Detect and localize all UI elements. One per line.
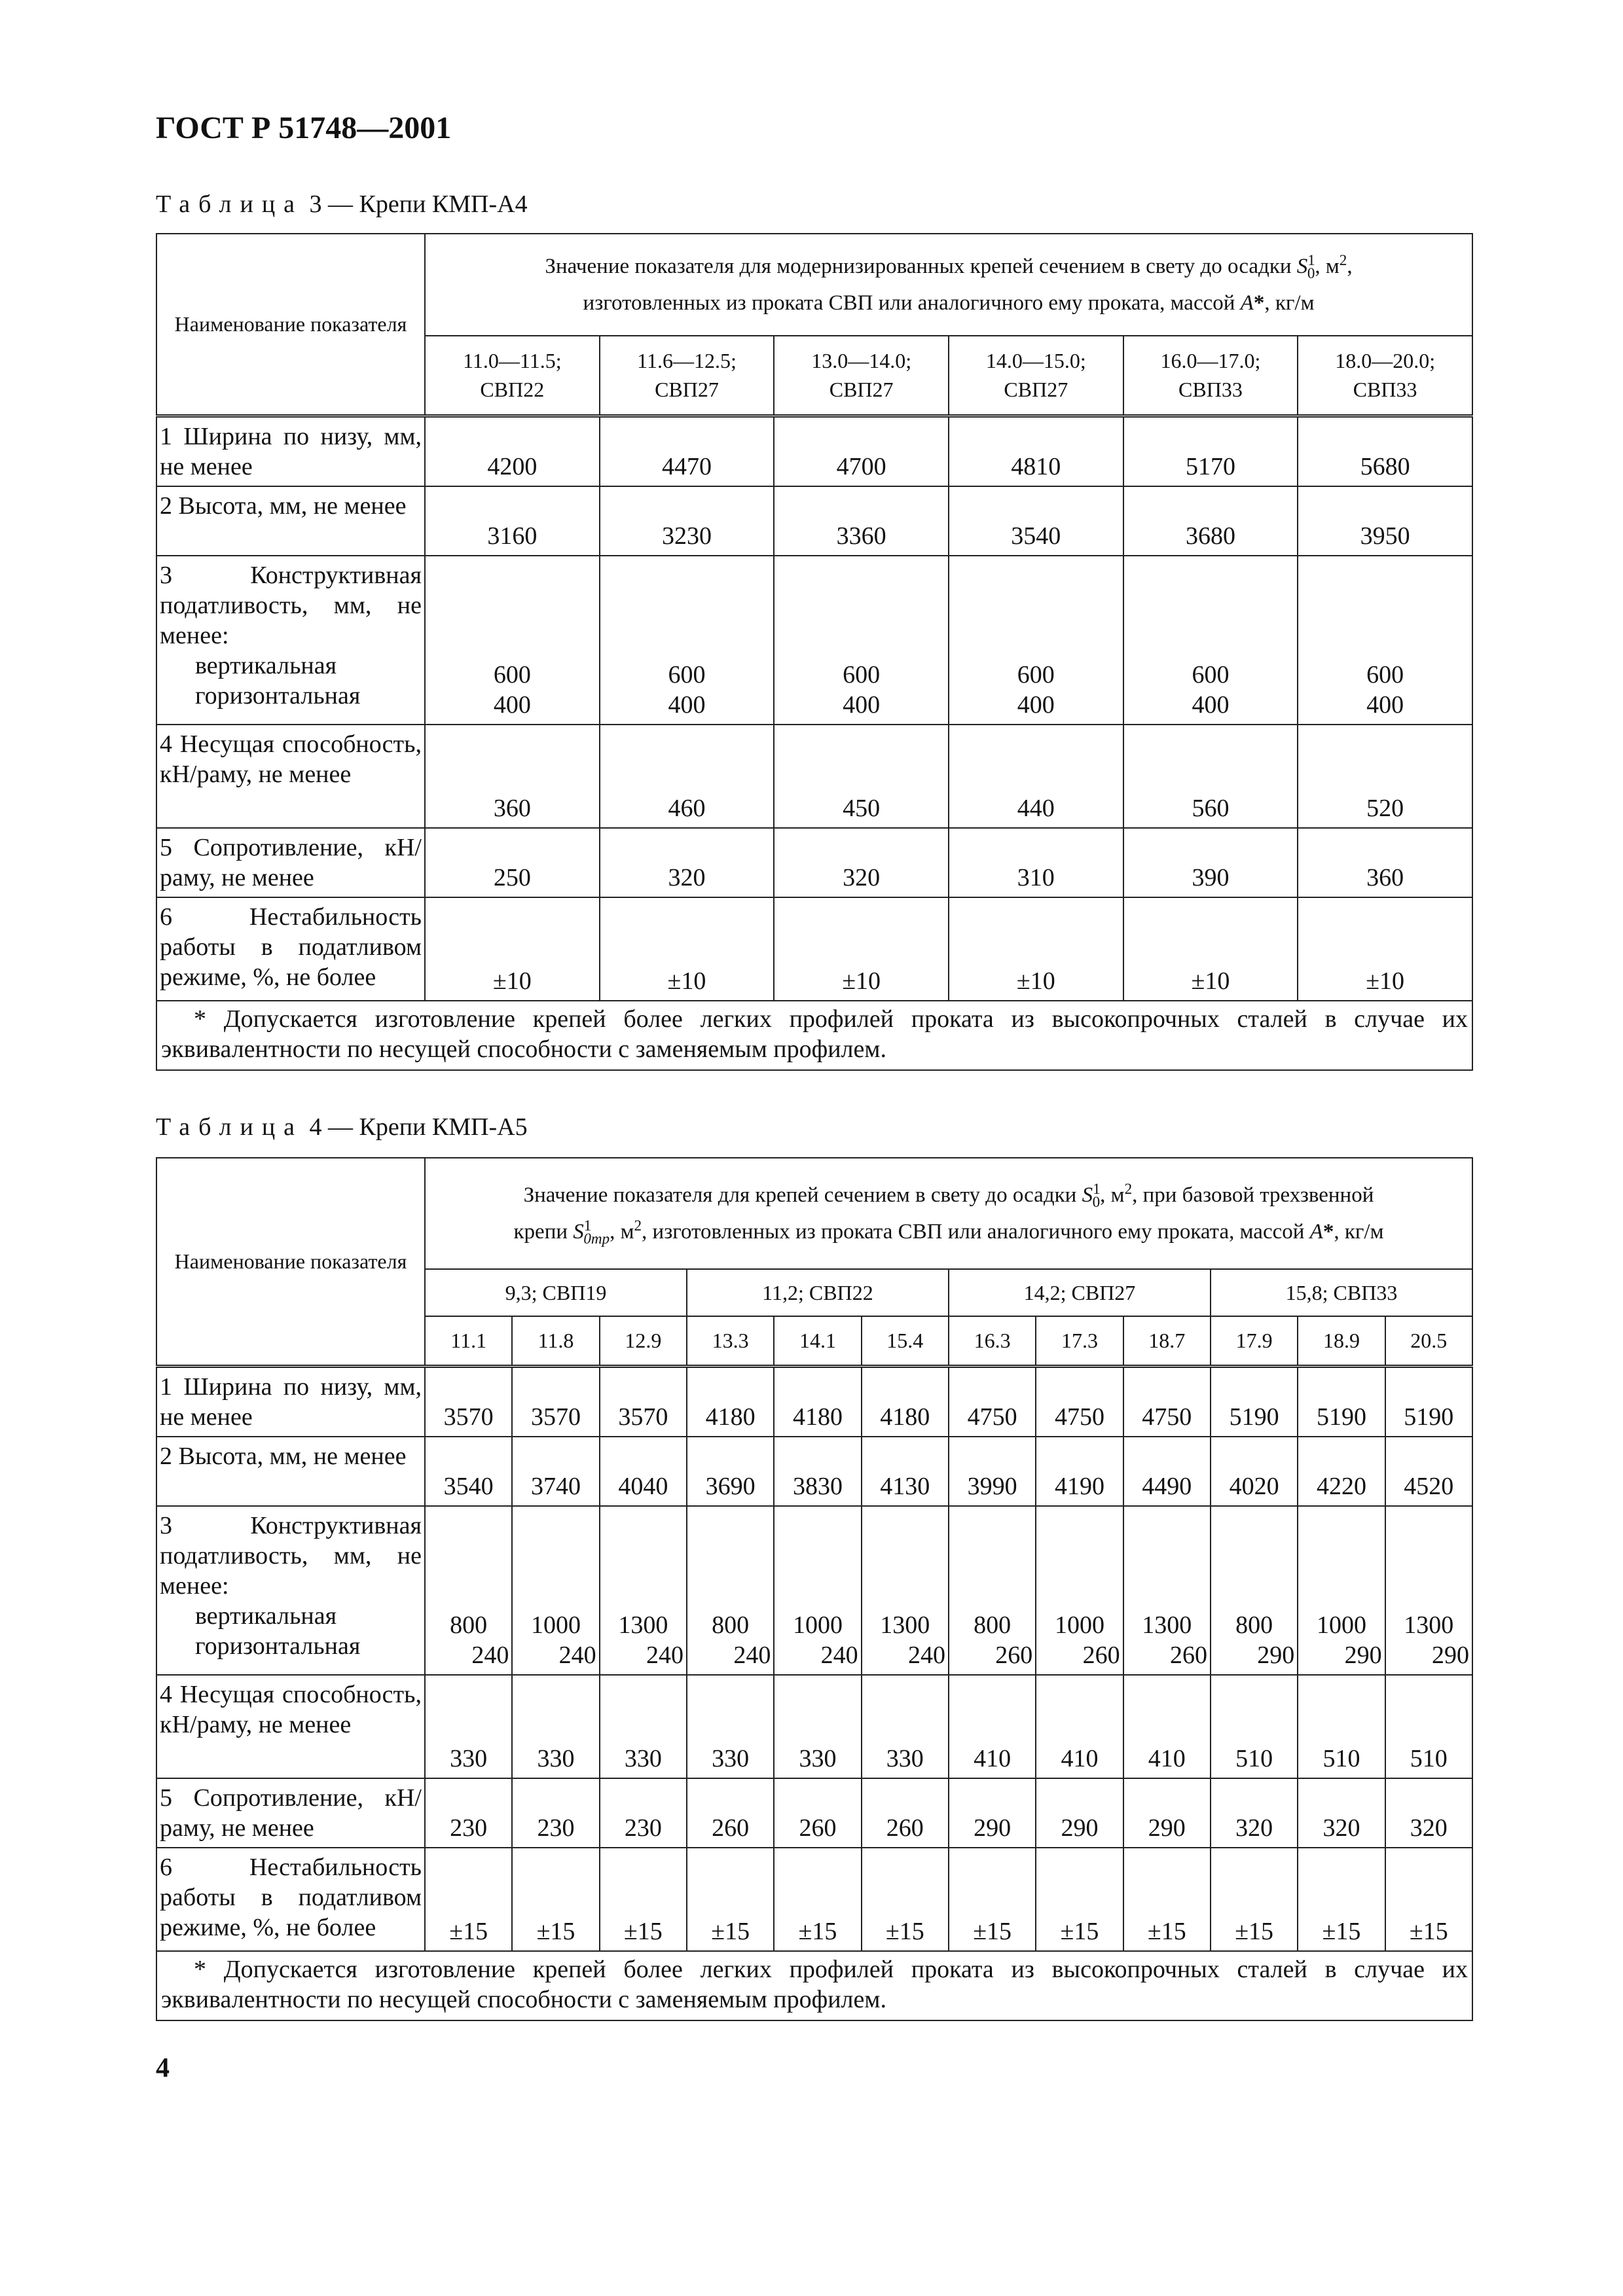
table4-value-cell: 4180 xyxy=(862,1366,949,1437)
table4-value-horizontal: 260 xyxy=(1082,1641,1120,1669)
table3-row xyxy=(156,486,1472,556)
table4-value-cell: 4180 xyxy=(687,1366,774,1437)
table3-value-vertical: 600 xyxy=(1192,660,1230,689)
table4-value-cell: 320 xyxy=(1211,1778,1298,1848)
table4-row-label: 4 Несущая способность, кН/раму, не менее xyxy=(160,1680,422,1738)
table4-subcolumn-header: 13.3 xyxy=(687,1316,774,1366)
table4-row xyxy=(156,1506,1472,1675)
table3-row xyxy=(156,828,1472,897)
table4-value-vertical: 1000 xyxy=(1316,1611,1366,1639)
table4-value-horizontal: 240 xyxy=(820,1641,858,1669)
table4-value-cell xyxy=(1036,1506,1123,1675)
table4-value-cell: 330 xyxy=(425,1675,512,1778)
table3-value-cell: 460 xyxy=(600,725,775,828)
table4-footnote-text: * Допускается изготовление крепей более легких профилей проката из высокопрочных сталей в случае их эквивалентности по несущей способности с заменяемым профилем. xyxy=(161,1955,1468,2013)
table4-value-vertical: 1000 xyxy=(792,1611,843,1639)
table3-column-range: 11.0—11.5; xyxy=(463,349,562,373)
table3-footnote-text: * Допускается изготовление крепей более легких профилей проката из высокопрочных сталей в случае их эквивалентности по несущей способности с заменяемым профилем. xyxy=(161,1005,1468,1063)
table4-subcolumn-header: 16.3 xyxy=(949,1316,1036,1366)
table4-row-name xyxy=(156,1366,425,1437)
table3-column-range: 14.0—15.0; xyxy=(985,349,1086,373)
table4-value-cell: 4180 xyxy=(774,1366,861,1437)
table4-value-cell: 4520 xyxy=(1385,1437,1472,1506)
table3-value-horizontal: 400 xyxy=(1192,691,1230,719)
table4-value-horizontal: 260 xyxy=(995,1641,1033,1669)
table4-value-vertical: 1300 xyxy=(880,1611,930,1639)
table3-column-profile: СВП33 xyxy=(1353,378,1417,402)
table3-row-sublabel-horizontal: горизонтальная xyxy=(195,681,361,709)
table3-row-name xyxy=(156,416,425,486)
table4-value-cell: 4750 xyxy=(949,1366,1036,1437)
table3-row-label: 6 Нестабильность работы в податливом режиме, %, не более xyxy=(160,903,422,991)
table4-value-cell: 330 xyxy=(512,1675,599,1778)
table4-value-cell: ±15 xyxy=(949,1848,1036,1951)
table4-value-horizontal: 240 xyxy=(907,1641,945,1669)
table3-column-range: 16.0—17.0; xyxy=(1160,349,1261,373)
table4-subcolumn-header: 15.4 xyxy=(862,1316,949,1366)
table4-caption xyxy=(156,1113,528,1141)
table3-value-cell: 3950 xyxy=(1298,486,1472,556)
table3-value-cell: 390 xyxy=(1123,828,1298,897)
table3-row-label: 4 Несущая способность, кН/раму, не менее xyxy=(160,730,422,788)
table4-value-cell: 5190 xyxy=(1298,1366,1385,1437)
table4-value-cell: 3690 xyxy=(687,1437,774,1506)
table4-row-name xyxy=(156,1437,425,1506)
table3-caption-word: Таблица xyxy=(156,190,304,218)
table4-value-cell: ±15 xyxy=(1211,1848,1298,1951)
table4-value-horizontal: 240 xyxy=(471,1641,509,1669)
table3-value-cell xyxy=(774,556,949,725)
table4-value-cell: 290 xyxy=(1036,1778,1123,1848)
table3-group-header xyxy=(425,234,1472,336)
table3-value-vertical: 600 xyxy=(493,660,531,689)
table3-value-cell: 320 xyxy=(774,828,949,897)
table3-value-cell: 4200 xyxy=(425,416,600,486)
table4-name-header: Наименование показателя xyxy=(156,1158,425,1366)
table4-value-horizontal: 260 xyxy=(1169,1641,1207,1669)
table3-row-label: 1 Ширина по низу, мм, не менее xyxy=(160,422,422,480)
table4-group-header-cell: 15,8; СВП33 xyxy=(1211,1269,1472,1316)
table3-column-range: 18.0—20.0; xyxy=(1335,349,1436,373)
table3-column-profile: СВП27 xyxy=(655,378,719,402)
table3-value-cell: ±10 xyxy=(425,897,600,1001)
table4-value-cell: 510 xyxy=(1298,1675,1385,1778)
table3-column-header xyxy=(1123,336,1298,416)
table4-value-cell: 320 xyxy=(1385,1778,1472,1848)
table4-value-cell: 290 xyxy=(1123,1778,1211,1848)
table4-row xyxy=(156,1778,1472,1848)
table4-value-cell: 4190 xyxy=(1036,1437,1123,1506)
table4-row xyxy=(156,1366,1472,1437)
table4-value-cell xyxy=(687,1506,774,1675)
table4-group-header-line2: крепи $S^1_{0тр}$, $м^2$, изготовленных из проката СВП или аналогичного ему проката, массой A*, кг/м xyxy=(513,1217,1384,1247)
table4-row-name xyxy=(156,1848,425,1951)
table4-value-cell: 410 xyxy=(1123,1675,1211,1778)
table4-row xyxy=(156,1848,1472,1951)
table3-value-cell: 4810 xyxy=(949,416,1123,486)
table4-value-cell: 330 xyxy=(774,1675,861,1778)
table3-row-name xyxy=(156,897,425,1001)
table3-value-cell: 5680 xyxy=(1298,416,1472,486)
table4-value-cell: 290 xyxy=(949,1778,1036,1848)
table4-row-sublabel-horizontal: горизонтальная xyxy=(195,1632,361,1660)
table3-row xyxy=(156,725,1472,828)
table3 xyxy=(156,233,1473,1071)
table3-caption xyxy=(156,190,528,219)
table3-value-cell: ±10 xyxy=(774,897,949,1001)
table4-value-vertical: 800 xyxy=(974,1611,1012,1639)
table4-value-cell: 4040 xyxy=(600,1437,687,1506)
table3-row-name xyxy=(156,486,425,556)
page-number: 4 xyxy=(156,2053,170,2083)
table4-value-cell: 4020 xyxy=(1211,1437,1298,1506)
table4-row-label: 1 Ширина по низу, мм, не менее xyxy=(160,1372,422,1431)
table3-value-cell: 360 xyxy=(1298,828,1472,897)
table4-value-cell: ±15 xyxy=(774,1848,861,1951)
table3-value-cell: 320 xyxy=(600,828,775,897)
table3-column-header xyxy=(774,336,949,416)
table4-value-cell: 230 xyxy=(425,1778,512,1848)
table4-value-cell xyxy=(1385,1506,1472,1675)
table3-value-horizontal: 400 xyxy=(493,691,531,719)
table3-row xyxy=(156,897,1472,1001)
table4-value-cell: 260 xyxy=(774,1778,861,1848)
table4-subcolumn-header: 17.9 xyxy=(1211,1316,1298,1366)
table4-subcolumn-header: 20.5 xyxy=(1385,1316,1472,1366)
table4-row xyxy=(156,1675,1472,1778)
table3-value-cell: 3230 xyxy=(600,486,775,556)
table3-value-cell xyxy=(1123,556,1298,725)
table4-value-vertical: 1000 xyxy=(530,1611,581,1639)
table3-value-cell: 3540 xyxy=(949,486,1123,556)
table4-group-header-cell: 11,2; СВП22 xyxy=(687,1269,949,1316)
table3-value-cell xyxy=(949,556,1123,725)
table3-value-cell: 440 xyxy=(949,725,1123,828)
table4-row-name xyxy=(156,1675,425,1778)
table4-value-horizontal: 240 xyxy=(733,1641,771,1669)
table4-value-cell: ±15 xyxy=(425,1848,512,1951)
table4-value-cell: 3570 xyxy=(425,1366,512,1437)
table4-value-vertical: 800 xyxy=(450,1611,488,1639)
table4-value-horizontal: 240 xyxy=(646,1641,684,1669)
table4-row-name xyxy=(156,1778,425,1848)
table4 xyxy=(156,1157,1473,2021)
table3-value-cell: 3160 xyxy=(425,486,600,556)
table3-row-name xyxy=(156,828,425,897)
table4-value-cell xyxy=(512,1506,599,1675)
table4-value-cell: 410 xyxy=(1036,1675,1123,1778)
table4-caption-title: 4 — Крепи КМП-А5 xyxy=(309,1113,528,1141)
table4-row-name xyxy=(156,1506,425,1675)
table3-value-cell: 4470 xyxy=(600,416,775,486)
table4-value-cell xyxy=(1298,1506,1385,1675)
table4-value-cell: 3570 xyxy=(600,1366,687,1437)
table3-value-cell: 3680 xyxy=(1123,486,1298,556)
table3-value-cell: 560 xyxy=(1123,725,1298,828)
table3-value-vertical: 600 xyxy=(668,660,706,689)
table4-subcolumn-header: 12.9 xyxy=(600,1316,687,1366)
table4-value-cell: 4130 xyxy=(862,1437,949,1506)
table4-value-cell xyxy=(1211,1506,1298,1675)
table4-value-cell: 330 xyxy=(862,1675,949,1778)
table3-value-cell: 3360 xyxy=(774,486,949,556)
table4-value-cell xyxy=(949,1506,1036,1675)
table3-row-label: 5 Сопротивление, кН/раму, не менее xyxy=(160,833,422,891)
document-code: ГОСТ Р 51748—2001 xyxy=(156,111,452,145)
table3-group-header-line1: Значение показателя для модернизированных крепей сечением в свету до осадки $S^1_0$, $м^2$, xyxy=(545,251,1353,281)
table4-value-cell: ±15 xyxy=(1385,1848,1472,1951)
table3-column-profile: СВП27 xyxy=(1004,378,1068,402)
table4-value-cell: ±15 xyxy=(512,1848,599,1951)
table3-column-range: 11.6—12.5; xyxy=(637,349,737,373)
table4-value-cell xyxy=(774,1506,861,1675)
table3-value-cell: 4700 xyxy=(774,416,949,486)
table3-value-cell: 450 xyxy=(774,725,949,828)
table3-value-horizontal: 400 xyxy=(668,691,706,719)
table4-footnote xyxy=(156,1951,1472,2020)
table4-subcolumn-header: 11.8 xyxy=(512,1316,599,1366)
table4-value-vertical: 1000 xyxy=(1054,1611,1104,1639)
table4-value-cell: 3990 xyxy=(949,1437,1036,1506)
table4-row-label: 5 Сопротивление, кН/раму, не менее xyxy=(160,1784,422,1842)
table4-value-cell: 410 xyxy=(949,1675,1036,1778)
table3-footnote xyxy=(156,1001,1472,1070)
table4-value-cell: 3830 xyxy=(774,1437,861,1506)
table4-row-label: 2 Высота, мм, не менее xyxy=(160,1442,407,1470)
table3-row xyxy=(156,416,1472,486)
table4-value-cell: 320 xyxy=(1298,1778,1385,1848)
table3-value-horizontal: 400 xyxy=(1366,691,1404,719)
table3-column-header xyxy=(600,336,775,416)
table4-value-cell xyxy=(1123,1506,1211,1675)
table3-value-cell: ±10 xyxy=(600,897,775,1001)
table4-value-cell: ±15 xyxy=(1298,1848,1385,1951)
table3-column-profile: СВП27 xyxy=(829,378,894,402)
table3-name-header: Наименование показателя xyxy=(156,234,425,416)
table4-value-cell: ±15 xyxy=(1036,1848,1123,1951)
table3-value-vertical: 600 xyxy=(1366,660,1404,689)
table4-group-header xyxy=(425,1158,1472,1269)
table4-value-cell: 4750 xyxy=(1123,1366,1211,1437)
table4-value-horizontal: 290 xyxy=(1432,1641,1469,1669)
table4-subcolumn-header: 17.3 xyxy=(1036,1316,1123,1366)
table3-column-profile: СВП22 xyxy=(480,378,545,402)
table4-value-horizontal: 240 xyxy=(558,1641,596,1669)
table4-value-vertical: 1300 xyxy=(1142,1611,1192,1639)
table4-group-header-line1: Значение показателя для крепей сечением в свету до осадки $S^1_0$, $м^2$, при базовой трехзвенной xyxy=(523,1180,1374,1210)
table3-value-cell: 5170 xyxy=(1123,416,1298,486)
table3-value-cell: 360 xyxy=(425,725,600,828)
table3-column-header xyxy=(1298,336,1472,416)
table4-value-cell: ±15 xyxy=(1123,1848,1211,1951)
table3-row-sublabel-vertical: вертикальная xyxy=(195,651,337,679)
table4-value-cell: 230 xyxy=(512,1778,599,1848)
table4-value-vertical: 800 xyxy=(1235,1611,1273,1639)
table4-row xyxy=(156,1437,1472,1506)
table4-value-cell: 510 xyxy=(1385,1675,1472,1778)
table4-value-cell: 4220 xyxy=(1298,1437,1385,1506)
table4-value-cell: ±15 xyxy=(600,1848,687,1951)
table4-value-cell: 230 xyxy=(600,1778,687,1848)
table4-value-cell xyxy=(600,1506,687,1675)
table3-row-name xyxy=(156,556,425,725)
table4-value-cell: 4490 xyxy=(1123,1437,1211,1506)
table4-subcolumn-header: 11.1 xyxy=(425,1316,512,1366)
table4-value-vertical: 1300 xyxy=(1404,1611,1454,1639)
table4-value-cell: 260 xyxy=(687,1778,774,1848)
table4-group-header-cell: 14,2; СВП27 xyxy=(949,1269,1211,1316)
table4-value-cell: 510 xyxy=(1211,1675,1298,1778)
table3-column-profile: СВП33 xyxy=(1178,378,1243,402)
table4-subcolumn-header: 14.1 xyxy=(774,1316,861,1366)
table3-value-cell xyxy=(1298,556,1472,725)
table4-caption-word: Таблица xyxy=(156,1113,304,1141)
table3-column-range: 13.0—14.0; xyxy=(811,349,912,373)
table4-row-sublabel-vertical: вертикальная xyxy=(195,1602,337,1630)
table3-row xyxy=(156,556,1472,725)
table3-value-cell: ±10 xyxy=(949,897,1123,1001)
table3-row-name xyxy=(156,725,425,828)
table4-value-cell: 4750 xyxy=(1036,1366,1123,1437)
table4-value-cell: 260 xyxy=(862,1778,949,1848)
table3-value-horizontal: 400 xyxy=(1017,691,1055,719)
table3-value-vertical: 600 xyxy=(843,660,881,689)
table3-caption-title: 3 — Крепи КМП-А4 xyxy=(309,190,528,218)
table4-value-vertical: 1300 xyxy=(618,1611,668,1639)
table4-value-vertical: 800 xyxy=(712,1611,750,1639)
table4-row-label: 6 Нестабильность работы в податливом режиме, %, не более xyxy=(160,1853,422,1941)
table3-value-horizontal: 400 xyxy=(843,691,881,719)
table4-value-cell: 5190 xyxy=(1211,1366,1298,1437)
table4-value-cell: 5190 xyxy=(1385,1366,1472,1437)
table4-value-cell: ±15 xyxy=(862,1848,949,1951)
table4-value-cell: ±15 xyxy=(687,1848,774,1951)
table3-value-cell xyxy=(600,556,775,725)
table4-value-cell: 3740 xyxy=(512,1437,599,1506)
table4-value-horizontal: 290 xyxy=(1257,1641,1295,1669)
table3-value-cell: ±10 xyxy=(1123,897,1298,1001)
table3-group-header-line2: изготовленных из проката СВП или аналогичного ему проката, массой A*, кг/м xyxy=(583,291,1315,315)
table3-value-cell: ±10 xyxy=(1298,897,1472,1001)
table3-value-cell: 250 xyxy=(425,828,600,897)
table3-row-label: 3 Конструктивная податливость, мм, не менее: xyxy=(160,561,422,649)
table4-value-horizontal: 290 xyxy=(1344,1641,1382,1669)
table4-value-cell: 330 xyxy=(600,1675,687,1778)
table3-value-cell: 310 xyxy=(949,828,1123,897)
table3-value-cell xyxy=(425,556,600,725)
table4-row-label: 3 Конструктивная податливость, мм, не менее: xyxy=(160,1511,422,1600)
table4-subcolumn-header: 18.9 xyxy=(1298,1316,1385,1366)
table3-column-header xyxy=(949,336,1123,416)
table3-column-header xyxy=(425,336,600,416)
table4-value-cell: 3540 xyxy=(425,1437,512,1506)
table4-value-cell xyxy=(425,1506,512,1675)
table4-subcolumn-header: 18.7 xyxy=(1123,1316,1211,1366)
table4-value-cell xyxy=(862,1506,949,1675)
table3-value-cell: 520 xyxy=(1298,725,1472,828)
table3-row-label: 2 Высота, мм, не менее xyxy=(160,492,407,520)
table4-value-cell: 3570 xyxy=(512,1366,599,1437)
table4-value-cell: 330 xyxy=(687,1675,774,1778)
table3-value-vertical: 600 xyxy=(1017,660,1055,689)
table4-group-header-cell: 9,3; СВП19 xyxy=(425,1269,687,1316)
